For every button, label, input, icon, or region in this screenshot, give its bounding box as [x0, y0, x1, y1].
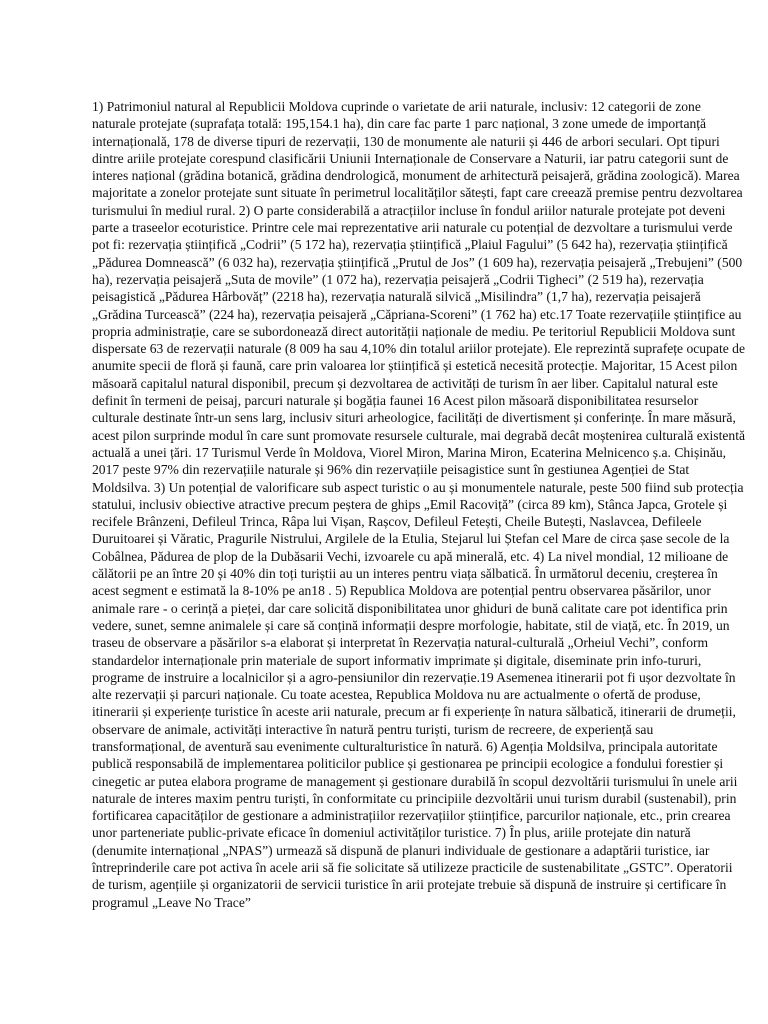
body-paragraph: 1) Patrimoniul natural al Republicii Moldova cuprinde o varietate de arii naturale, inclusiv: 12 categorii de zone naturale protejate (suprafața totală: 195,154.1 ha), din care fac parte 1 parc național, 3 zone umede de importanță internațională, 178 de diverse tipuri de rezervații, 130 de monumente ale naturii și 446 de arbori seculari. Opt tipuri dintre ariile protejate corespund clasificării Uniunii Internaționale de Conservare a Naturii, iar patru categorii sunt de interes național (grădina botanică, grădina dendrologică, monument de arhitectură peisajeră, grădina zoologică). Marea majoritate a zonelor protejate sunt situate în perimetrul localităților sătești, fapt care creează premise pentru dezvoltarea turismului în mediul rural. 2) O parte considerabilă a atracțiilor incluse în fondul ariilor naturale protejate pot deveni parte a traseelor ecoturistice. Printre cele mai reprezentative arii naturale cu potențial de dezvoltare a turismului verde pot fi: rezervația științifică „Codrii” (5 172 ha), rezervația științifică „Plaiul Fagului” (5 642 ha), rezervația științifică „Pădurea Domnească” (6 032 ha), rezervația științifică „Prutul de Jos” (1 609 ha), rezervația peisajeră „Trebujeni” (500 ha), rezervația peisajeră „Suta de movile” (1 072 ha), rezervația peisajeră „Codrii Tigheci” (2 519 ha), rezervația peisagistică „Pădurea Hârbovăț” (2218 ha), rezervația naturală silvică „Misilindra” (1,7 ha), rezervația peisajeră „Grădina Turcească” (224 ha), rezervația peisajeră „Căpriana-Scoreni” (1 762 ha) etc.17 Toate rezervațiile științifice au propria administrație, care se subordonează direct autorității naționale de mediu. Pe teritoriul Republicii Moldova sunt dispersate 63 de rezervații naturale (8 009 ha sau 4,10% din totalul ariilor protejate). Ele reprezintă suprafețe ocupate de anumite specii de floră și faună, care prin valoarea lor științifică și estetică necesită protecție. Majoritar, 15 Acest pilon măsoară capitalul natural disponibil, precum și dezvoltarea de activități de turism în aer liber. Capitalul natural este definit în termeni de peisaj, parcuri naturale și bogăția faunei 16 Acest pilon măsoară disponibilitatea resurselor culturale destinate într-un sens larg, inclusiv situri arheologice, facilități de divertisment și conferințe. În mare măsură, acest pilon surprinde modul în care sunt promovate resursele culturale, mai degrabă decât moștenirea culturală existentă actuală a unei țări. 17 Turismul Verde în Moldova, Viorel Miron, Marina Miron, Ecaterina Melnicenco ș.a. Chișinău, 2017 peste 97% din rezervațiile naturale și 96% din rezervațiile peisagistice sunt în gestiunea Agenției de Stat Moldsilva. 3) Un potențial de valorificare sub aspect turistic o au și monumentele naturale, peste 500 fiind sub protecția statului, inclusiv obiective atractive precum peștera de ghips „Emil Racoviță” (circa 89 km), Stânca Japca, Grotele și recifele Brânzeni, Defileul Trinca, Râpa lui Vișan, Rașcov, Defileul Fetești, Cheile Butești, Naslavcea, Defileele Duruitoarei și Văratic, Pragurile Nistrului, Argilele de la Etulia, Stejarul lui Ștefan cel Mare de circa șase secole de la Cobâlnea, Pădurea de plop de la Dubăsarii Vechi, izvoarele cu apă minerală, etc. 4) La nivel mondial, 12 milioane de călătorii pe an între 20 și 40% din toți turiștii au un interes pentru viața sălbatică. În următorul deceniu, creșterea în acest segment e estimată la 8-10% pe an18 . 5) Republica Moldova are potențial pentru observarea păsărilor, unor animale rare - o cerință a pieței, dar care solicită disponibilitatea unor ghiduri de bună calitate care pot identifica prin vedere, sunet, semne animalele și care să conțină informații despre morfologie, habitate, stil de viață, etc. În 2019, un traseu de observare a păsărilor s-a elaborat și interpretat în Rezervația natural-culturală „Orheiul Vechi”, conform standardelor internaționale prin materiale de suport informativ imprimate și digitale, diseminate prin info-tururi, programe de instruire a localnicilor și a agro-pensiunilor din rezervație.19 Asemenea itinerarii pot fi ușor dezvoltate în alte rezervații și parcuri naționale. Cu toate acestea, Republica Moldova nu are actualmente o ofertă de produse, itinerarii și experiențe turistice în aceste arii naturale, precum ar fi experiențe în natura sălbatică, itinerarii de drumeții, observare de animale, activități interactive în natură pentru turiști, turism de recreere, de experiență sau transformațional, de aventură sau evenimente culturalturistice în natură. 6) Agenția Moldsilva, principala autoritate publică responsabilă de implementarea politicilor publice și gestionarea pe principii ecologice a fondului forestier și cinegetic ar putea elabora programe de management și gestionare durabilă în scopul dezvoltării turismului în unele arii naturale de interes maxim pentru turiști, în conformitate cu principiile dezvoltării unui turism durabil (sustenabil), prin fortificarea capacităților de gestionare a administrațiilor rezervațiilor științifice, parcurilor naționale, etc., prin crearea unor parteneriate public-private eficace în domeniul activităților turistice. 7) În plus, ariile protejate din natură (denumite internațional „NPAS”) urmează să dispună de planuri individuale de gestionare a adaptării turistice, iar întreprinderile care pot activa în acele arii să fie solicitate să utilizeze practicile de sustenabilitate „GSTC”. Operatorii de turism, agențiile și organizatorii de servicii turistice în arii protejate trebuie să dispună de instruire și certificare în programul „Leave No Trace” — [92, 99, 746, 910]
